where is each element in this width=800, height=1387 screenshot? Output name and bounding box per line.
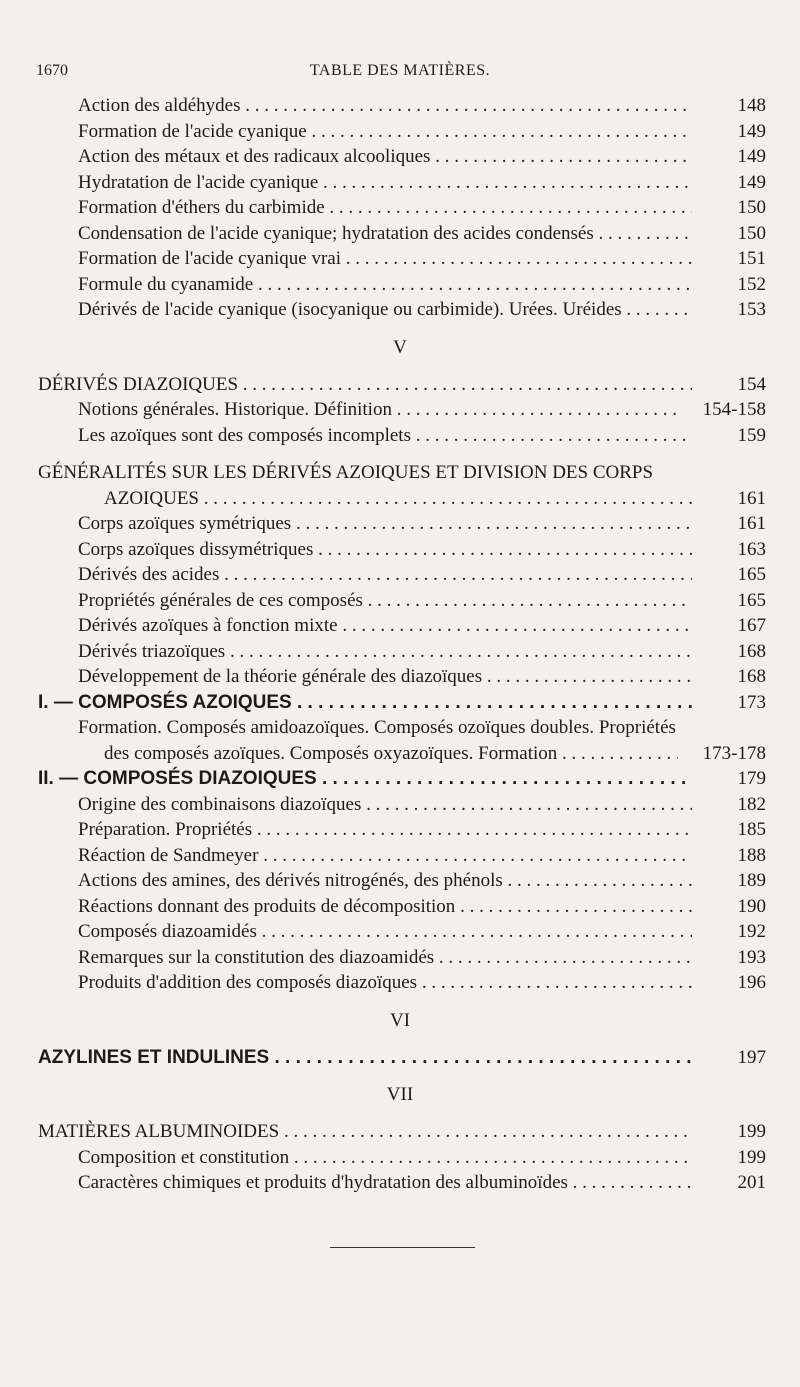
toc-entry: Propriétés générales de ces composés . . . 165 (0, 588, 800, 614)
running-header (0, 62, 800, 86)
toc-entry: Dérivés azoïques à fonction mixte . . . 167 (0, 613, 800, 639)
toc-entry: Caractères chimiques et produits d'hydratation des albuminoïdes . . . 201 (0, 1170, 800, 1196)
toc-entry: Hydratation de l'acide cyanique . . . 149 (0, 170, 800, 196)
toc-entry: Action des métaux et des radicaux alcooliques . . . 149 (0, 144, 800, 170)
toc-entry: Corps azoïques dissymétriques . . . 163 (0, 537, 800, 563)
toc-entry: Condensation de l'acide cyanique; hydratation des acides condensés . . . 150 (0, 221, 800, 247)
toc-entry: Dérivés de l'acide cyanique (isocyanique ou carbimide). Urées. Uréides . . . 153 (0, 297, 800, 323)
toc-entry: Préparation. Propriétés . . . 185 (0, 817, 800, 843)
toc-entry-continuation: des composés azoïques. Composés oxyazoïques. Formation . . . 173-178 (0, 741, 800, 767)
section-number-vii: VII (386, 1084, 414, 1105)
toc-heading: GÉNÉRALITÉS SUR LES DÉRIVÉS AZOIQUES ET DIVISION DES CORPS (38, 462, 654, 483)
section-number-v: V (393, 336, 407, 358)
toc-entry: Remarques sur la constitution des diazoamidés . . . 193 (0, 945, 800, 971)
toc-entry: Formation de l'acide cyanique . . . 149 (0, 119, 800, 145)
toc-entry: Dérivés triazoïques . . . 168 (0, 639, 800, 665)
toc-entry: Actions des amines, des dérivés nitrogénés, des phénols . . . 189 (0, 868, 800, 894)
toc-entry: Formule du cyanamide . . . 152 (0, 272, 800, 298)
toc-heading: MATIÈRES ALBUMINOIDES . . . 199 (0, 1119, 800, 1145)
toc-entry: Composés diazoamidés . . . 192 (0, 919, 800, 945)
toc-entry: Produits d'addition des composés diazoïques . . . 196 (0, 970, 800, 996)
toc-heading: AZYLINES ET INDULINES . . . 197 (0, 1045, 800, 1071)
toc-entry: Formation. Composés amidoazoïques. Composés ozoïques doubles. Propriétés (78, 717, 676, 738)
running-title: TABLE DES MATIÈRES. (309, 62, 491, 79)
page-number: 1670 (36, 62, 68, 79)
toc-entry: Action des aldéhydes . . . 148 (0, 93, 800, 119)
toc-entry: Développement de la théorie générale des diazoïques . . . 168 (0, 664, 800, 690)
table-of-contents (0, 93, 800, 1196)
toc-entry: Formation de l'acide cyanique vrai . . . 151 (0, 246, 800, 272)
toc-entry: Notions générales. Historique. Définition . . . 154-158 (0, 397, 800, 423)
toc-heading: I. — COMPOSÉS AZOIQUES . . . 173 (0, 690, 800, 716)
toc-heading: II. — COMPOSÉS DIAZOIQUES . . . 179 (0, 766, 800, 792)
toc-entry: Corps azoïques symétriques . . . 161 (0, 511, 800, 537)
toc-entry: Réaction de Sandmeyer . . . 188 (0, 843, 800, 869)
toc-heading: DÉRIVÉS DIAZOIQUES . . . 154 (0, 372, 800, 398)
toc-entry: Réactions donnant des produits de décomposition . . . 190 (0, 894, 800, 920)
toc-entry: Formation d'éthers du carbimide . . . 150 (0, 195, 800, 221)
toc-entry: Dérivés des acides . . . 165 (0, 562, 800, 588)
end-rule (330, 1247, 475, 1248)
toc-entry: Origine des combinaisons diazoïques . . . 182 (0, 792, 800, 818)
toc-entry: Composition et constitution . . . 199 (0, 1145, 800, 1171)
toc-heading-continuation: AZOIQUES . . . 161 (0, 486, 800, 512)
section-number-vi: VI (389, 1009, 411, 1031)
toc-entry: Les azoïques sont des composés incomplets . . . 159 (0, 423, 800, 449)
